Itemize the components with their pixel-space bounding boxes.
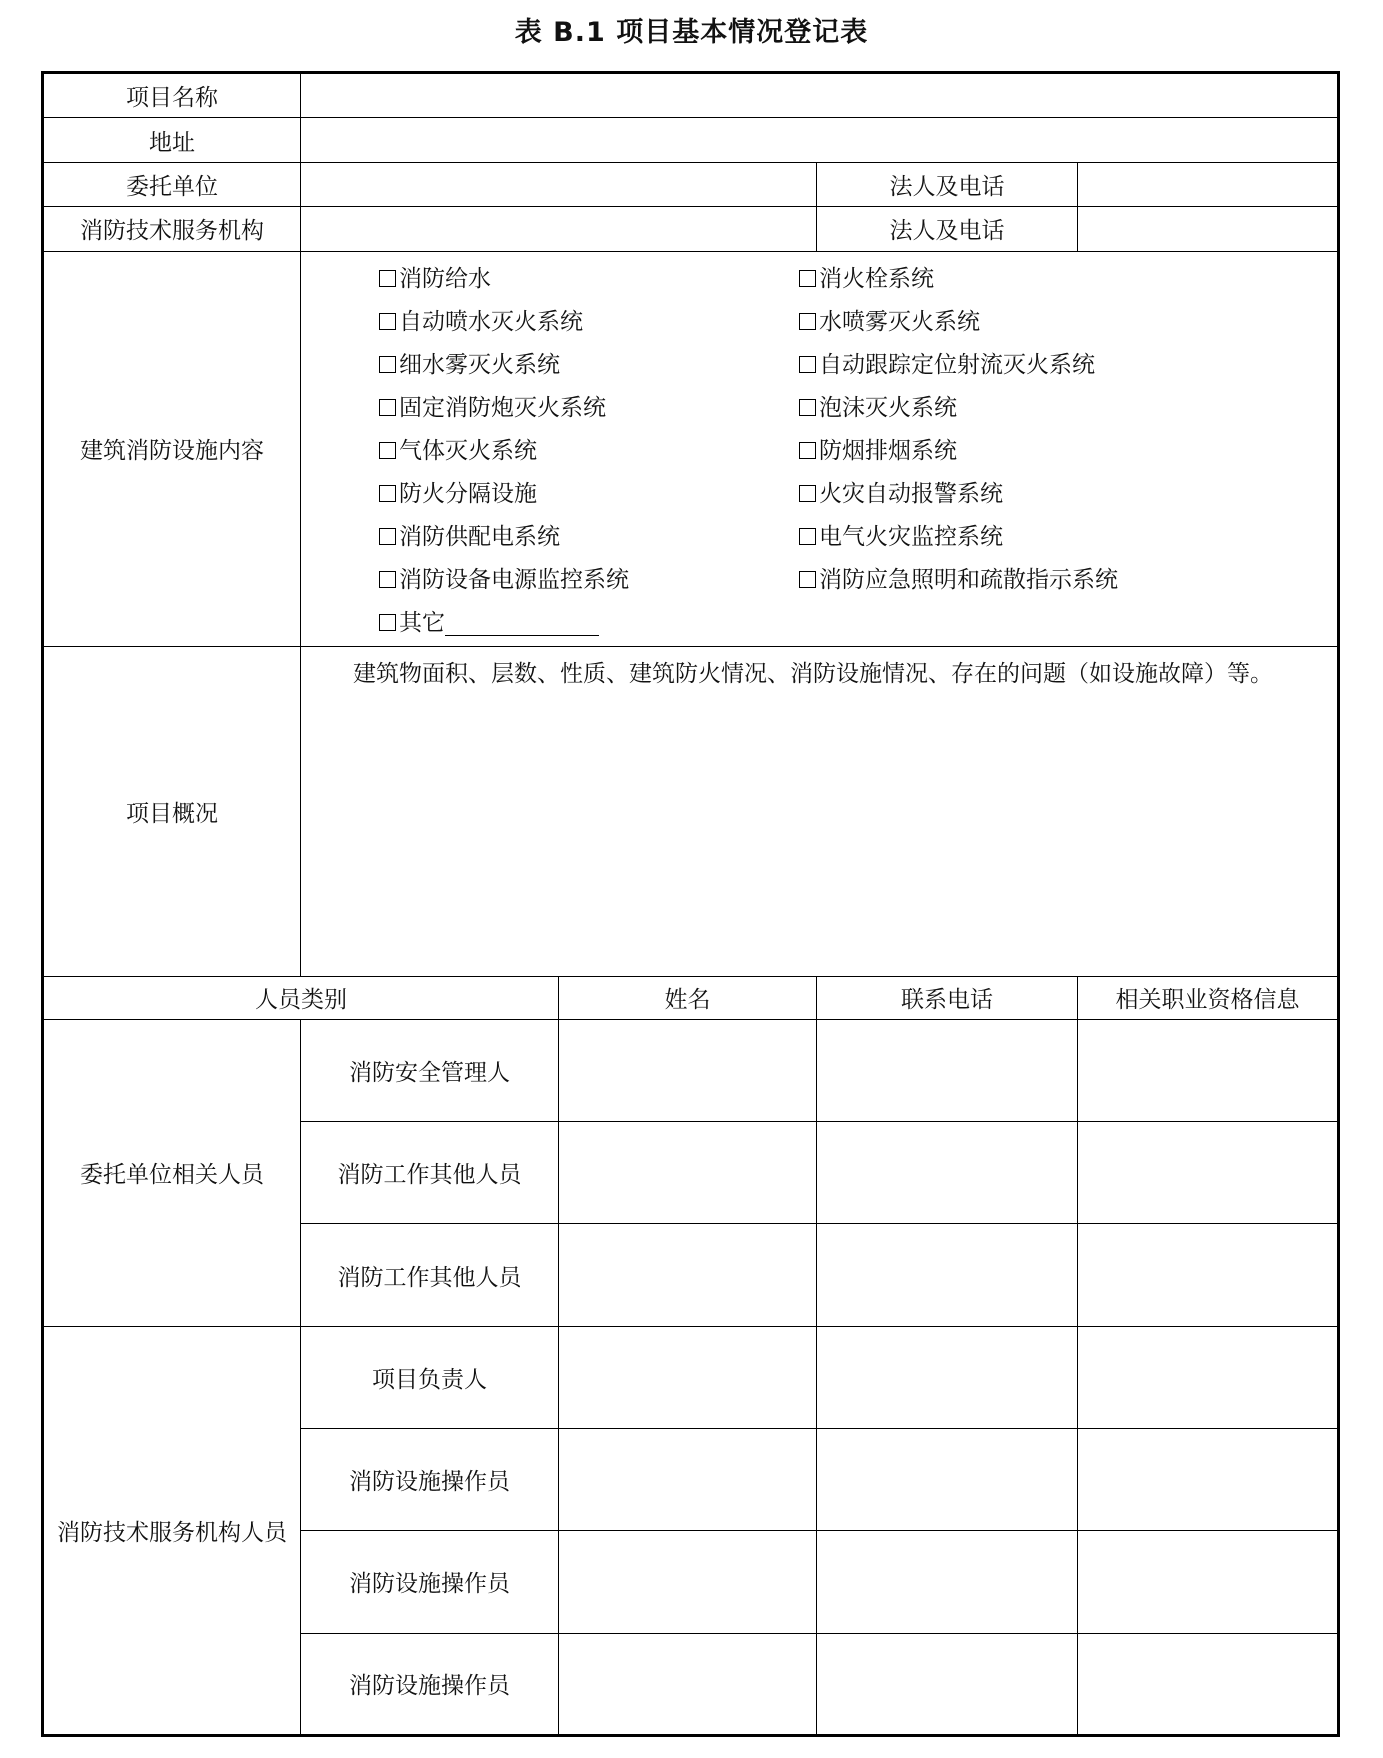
name-cell[interactable]	[559, 1531, 817, 1633]
address-field[interactable]	[301, 118, 1339, 163]
qualification-cell[interactable]	[1078, 1224, 1339, 1326]
checkbox-icon[interactable]	[379, 399, 396, 416]
role-label: 消防安全管理人	[301, 1019, 559, 1121]
checkbox-icon[interactable]	[379, 442, 396, 459]
qualification-cell[interactable]	[1078, 1326, 1339, 1428]
phone-cell[interactable]	[817, 1633, 1078, 1735]
facility-checkbox[interactable]: 自动喷水灭火系统	[379, 301, 799, 344]
facility-checkbox[interactable]: 消防给水	[379, 258, 799, 301]
service-org-label: 消防技术服务机构	[43, 207, 301, 251]
registration-table	[41, 71, 1340, 1737]
checkbox-icon[interactable]	[799, 442, 816, 459]
facility-checkbox[interactable]: 水喷雾灭火系统	[799, 301, 1299, 344]
facility-checkbox[interactable]: 火灾自动报警系统	[799, 473, 1299, 516]
facility-checkbox[interactable]: 气体灭火系统	[379, 430, 799, 473]
facility-checkbox[interactable]: 防烟排烟系统	[799, 430, 1299, 473]
checkbox-icon[interactable]	[379, 571, 396, 588]
header-category: 人员类别	[43, 976, 559, 1019]
client-field[interactable]	[301, 163, 817, 207]
form-title: 表 B.1 项目基本情况登记表	[514, 17, 869, 48]
name-cell[interactable]	[559, 1633, 817, 1735]
role-label: 消防设施操作员	[301, 1428, 559, 1530]
role-label: 消防设施操作员	[301, 1531, 559, 1633]
checkbox-icon[interactable]	[799, 571, 816, 588]
other-blank-field[interactable]	[445, 607, 599, 636]
checkbox-icon[interactable]	[379, 485, 396, 502]
role-label: 消防工作其他人员	[301, 1122, 559, 1224]
checkbox-icon[interactable]	[379, 614, 396, 631]
name-cell[interactable]	[559, 1428, 817, 1530]
facilities-checklist	[301, 251, 1339, 646]
role-label: 消防设施操作员	[301, 1633, 559, 1735]
checkbox-icon[interactable]	[379, 270, 396, 287]
checkbox-icon[interactable]	[799, 270, 816, 287]
phone-cell[interactable]	[817, 1531, 1078, 1633]
checkbox-icon[interactable]	[799, 313, 816, 330]
checkbox-icon[interactable]	[379, 356, 396, 373]
phone-cell[interactable]	[817, 1326, 1078, 1428]
name-cell[interactable]	[559, 1122, 817, 1224]
qualification-cell[interactable]	[1078, 1428, 1339, 1530]
client-contact-label: 法人及电话	[817, 163, 1078, 207]
facility-checkbox[interactable]: 消防供配电系统	[379, 516, 799, 559]
role-label: 消防工作其他人员	[301, 1224, 559, 1326]
overview-hint: 建筑物面积、层数、性质、建筑防火情况、消防设施情况、存在的问题（如设施故障）等。	[353, 660, 1273, 687]
facilities-label: 建筑消防设施内容	[43, 251, 301, 646]
facility-checkbox[interactable]: 固定消防炮灭火系统	[379, 387, 799, 430]
overview-field[interactable]	[301, 646, 1339, 976]
facility-checkbox[interactable]: 消防设备电源监控系统	[379, 559, 799, 602]
facility-checkbox-other[interactable]: 其它	[379, 602, 799, 645]
phone-cell[interactable]	[817, 1428, 1078, 1530]
checkbox-icon[interactable]	[379, 313, 396, 330]
service-contact-field[interactable]	[1078, 207, 1339, 251]
phone-cell[interactable]	[817, 1224, 1078, 1326]
qualification-cell[interactable]	[1078, 1019, 1339, 1121]
phone-cell[interactable]	[817, 1122, 1078, 1224]
facility-checkbox[interactable]: 消火栓系统	[799, 258, 1299, 301]
checkbox-icon[interactable]	[799, 356, 816, 373]
header-name: 姓名	[559, 976, 817, 1019]
client-contact-field[interactable]	[1078, 163, 1339, 207]
header-qualification: 相关职业资格信息	[1078, 976, 1339, 1019]
facility-checkbox[interactable]: 细水雾灭火系统	[379, 344, 799, 387]
qualification-cell[interactable]	[1078, 1122, 1339, 1224]
header-phone: 联系电话	[817, 976, 1078, 1019]
checkbox-icon[interactable]	[379, 528, 396, 545]
facility-checkbox[interactable]: 消防应急照明和疏散指示系统	[799, 559, 1299, 602]
service-group-label: 消防技术服务机构人员	[43, 1326, 301, 1735]
client-label: 委托单位	[43, 163, 301, 207]
client-group-label: 委托单位相关人员	[43, 1019, 301, 1326]
checkbox-icon[interactable]	[799, 485, 816, 502]
qualification-cell[interactable]	[1078, 1531, 1339, 1633]
project-name-field[interactable]	[301, 73, 1339, 118]
name-cell[interactable]	[559, 1224, 817, 1326]
name-cell[interactable]	[559, 1326, 817, 1428]
project-name-label: 项目名称	[43, 73, 301, 118]
facility-checkbox[interactable]: 电气火灾监控系统	[799, 516, 1299, 559]
facility-checkbox[interactable]: 防火分隔设施	[379, 473, 799, 516]
phone-cell[interactable]	[817, 1019, 1078, 1121]
role-label: 项目负责人	[301, 1326, 559, 1428]
facility-checkbox[interactable]: 自动跟踪定位射流灭火系统	[799, 344, 1299, 387]
name-cell[interactable]	[559, 1019, 817, 1121]
checkbox-icon[interactable]	[799, 399, 816, 416]
qualification-cell[interactable]	[1078, 1633, 1339, 1735]
service-org-field[interactable]	[301, 207, 817, 251]
checkbox-icon[interactable]	[799, 528, 816, 545]
service-contact-label: 法人及电话	[817, 207, 1078, 251]
address-label: 地址	[43, 118, 301, 163]
overview-label: 项目概况	[43, 646, 301, 976]
facility-checkbox[interactable]: 泡沫灭火系统	[799, 387, 1299, 430]
